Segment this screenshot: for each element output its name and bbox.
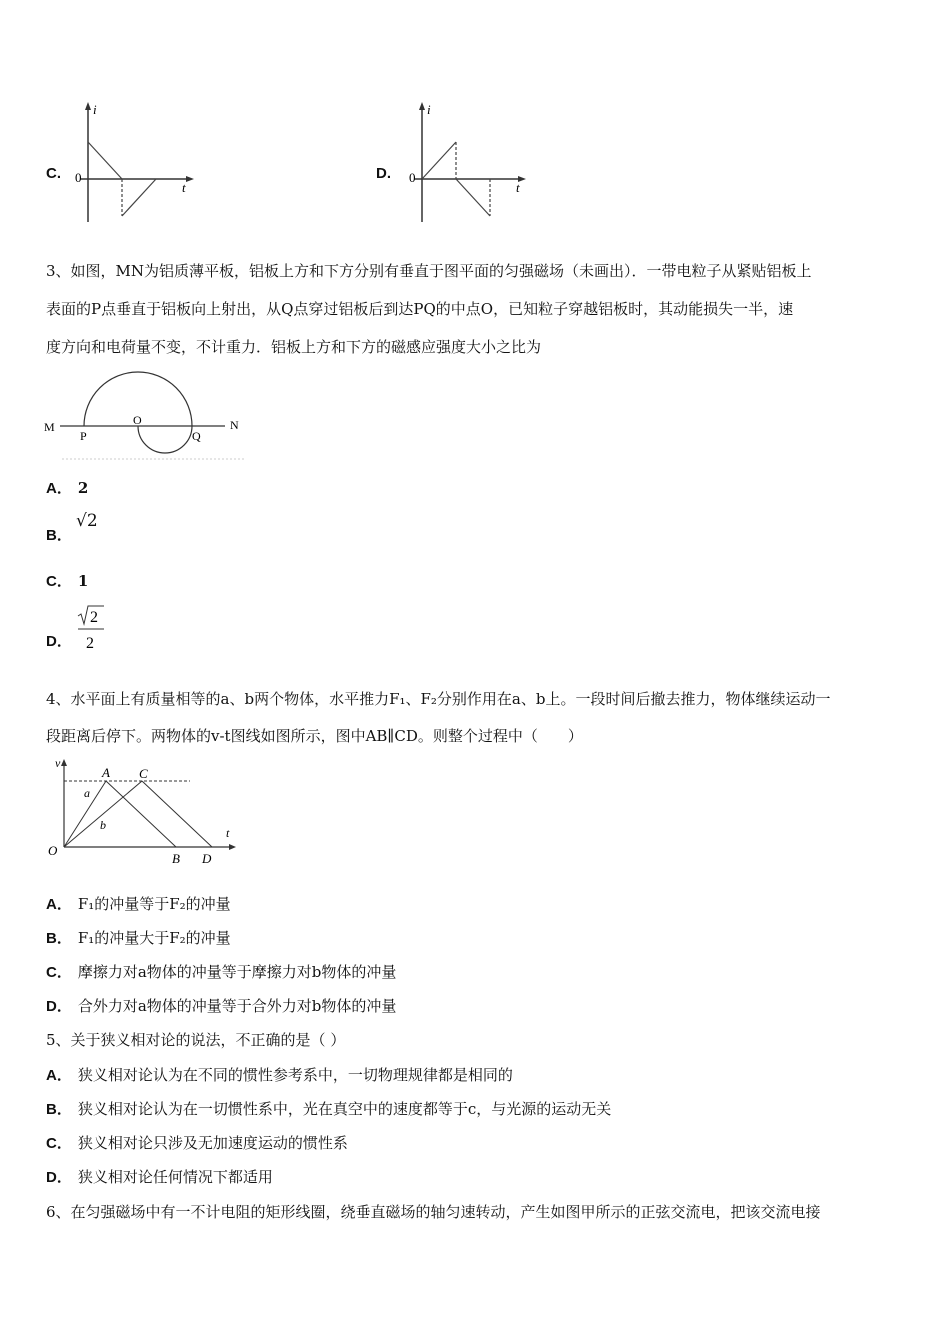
q3-option-d-fraction [74,602,110,654]
q5-stem: 5、关于狭义相对论的说法，不正确的是（ ） [46,1031,346,1049]
q2-option-c-label: C. [46,165,61,182]
option-label: D． [46,998,72,1015]
option-text: F₁的冲量大于F₂的冲量 [77,929,231,947]
q4-stem-line-1: 4、水平面上有质量相等的a、b两个物体，水平推力F₁、F₂分别作用在a、b上。一段时间后撤去推力，物体继续运动一 [46,690,831,708]
origin-label: 0 [409,170,416,185]
label-t: t [226,826,230,840]
label-O: O [48,843,58,858]
q4-option-c[interactable] [46,962,396,983]
option-text: √2 [76,511,98,531]
q3-option-a[interactable] [46,478,88,499]
option-text: 狭义相对论只涉及无加速度运动的惯性系 [77,1134,348,1152]
option-text: 2 [77,479,89,497]
option-label: C． [46,964,72,981]
label-v: v [55,756,61,770]
fraction-numerator: 2 [90,609,98,626]
sqrt2-expression [76,511,98,531]
q5-option-b[interactable] [46,1099,611,1120]
option-label: A． [46,480,72,497]
label-A: A [102,765,110,780]
label-M: M [44,420,55,434]
q4-option-b[interactable] [46,928,231,949]
q4-stem-line-2: 段距离后停下。两物体的v-t图线如图所示，图中AB∥CD。则整个过程中（ ） [46,727,583,745]
option-label: B． [46,527,72,544]
option-text: F₁的冲量等于F₂的冲量 [77,895,231,913]
q3-figure [40,365,250,463]
q6-stem-line-1: 6、在匀强磁场中有一不计电阻的矩形线圈，绕垂直磁场的轴匀速转动，产生如图甲所示的正弦交流电，把该交流电接 [46,1203,821,1221]
option-label: D． [46,633,72,650]
option-label: C． [46,1135,72,1152]
option-label: A． [46,896,72,913]
axis-t-label: t [182,180,186,195]
option-label: B． [46,1101,72,1118]
option-label: A． [46,1067,72,1084]
label-a: a [84,786,90,800]
q5-option-a[interactable] [46,1065,513,1086]
option-text: 狭义相对论认为在不同的惯性参考系中，一切物理规律都是相同的 [77,1066,513,1084]
fraction-denominator: 2 [86,635,94,652]
option-label: C． [46,573,72,590]
q5-option-c[interactable] [46,1133,348,1154]
q4-vt-graph [44,755,244,867]
q2-option-d-graph [404,100,534,225]
axis-i-label: i [93,102,97,117]
q3-option-b[interactable] [46,525,78,546]
label-D: D [202,851,212,866]
option-label: B． [46,930,72,947]
label-B: B [172,851,180,866]
q3-stem-line-2: 表面的P点垂直于铝板向上射出，从Q点穿过铝板后到达PQ的中点O，已知粒子穿越铝板时，其动能损失一半，速 [46,300,794,318]
origin-label: 0 [75,170,82,185]
label-N: N [230,418,239,432]
axis-t-label: t [516,180,520,195]
q2-option-c-graph [70,100,200,225]
q5-option-d[interactable] [46,1167,273,1188]
label-P: P [80,429,87,443]
option-label: D． [46,1169,72,1186]
option-text: 狭义相对论认为在一切惯性系中，光在真空中的速度都等于c，与光源的运动无关 [77,1100,612,1118]
option-text: 狭义相对论任何情况下都适用 [77,1168,273,1186]
option-text: 摩擦力对a物体的冲量等于摩擦力对b物体的冲量 [77,963,397,981]
q3-stem-line-1: 3、如图，MN为铝质薄平板，铝板上方和下方分别有垂直于图平面的匀强磁场（未画出）．一带电粒子从紧贴铝板上 [46,262,812,280]
label-b: b [100,818,106,832]
q4-option-d[interactable] [46,996,396,1017]
label-Q: Q [192,429,201,443]
axis-i-label: i [427,102,431,117]
q3-option-c[interactable] [46,571,88,592]
q4-option-a[interactable] [46,894,231,915]
q2-option-d-label: D. [376,165,391,182]
q3-stem-line-3: 度方向和电荷量不变，不计重力．铝板上方和下方的磁感应强度大小之比为 [46,338,542,356]
option-text: 1 [77,572,89,590]
label-O: O [133,413,142,427]
option-text: 合外力对a物体的冲量等于合外力对b物体的冲量 [77,997,397,1015]
label-C: C [139,766,148,781]
